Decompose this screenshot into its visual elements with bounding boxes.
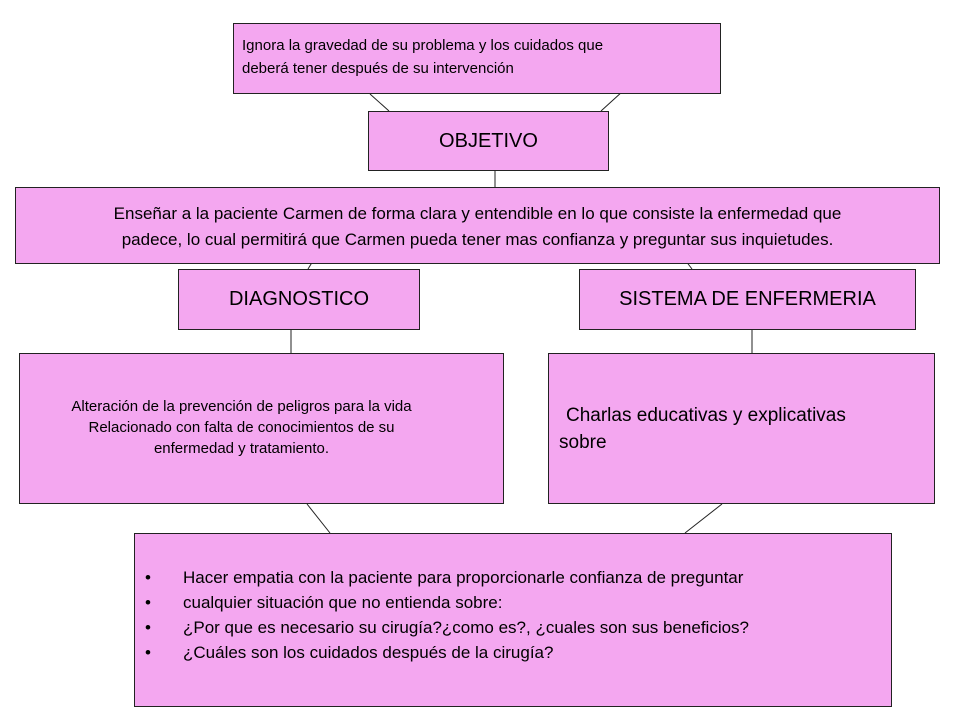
objetivo-label: OBJETIVO — [439, 129, 538, 152]
action-item — [135, 590, 891, 615]
objetivo-description-line-1: Enseñar a la paciente Carmen de forma clara y entendible en lo que consiste la enfermedad que — [113, 204, 842, 223]
diagnostico-detail-box — [19, 353, 504, 504]
problem-box — [233, 23, 721, 94]
sistema-detail-line-2: sobre — [559, 432, 607, 453]
bullet-icon: • — [145, 643, 151, 662]
diagnostico-label: DIAGNOSTICO — [228, 288, 369, 310]
connector-top-left — [370, 94, 389, 111]
connector-top-right — [601, 91, 623, 111]
sistema-detail-box — [548, 353, 935, 504]
action-item — [135, 615, 891, 640]
action-text: ¿Por que es necesario su cirugía?¿como es?, ¿cuales son sus beneficios? — [183, 618, 750, 637]
problem-line-1: Ignora la gravedad de su problema y los cuidados que — [242, 37, 604, 54]
actions-box — [134, 533, 892, 707]
problem-line-2: deberá tener después de su intervención — [242, 60, 514, 77]
diagnostico-detail-line-1: Alteración de la prevención de peligros para la vida — [71, 398, 412, 415]
diagnostico-detail-line-3: enfermedad y tratamiento. — [153, 440, 330, 457]
action-item — [135, 565, 891, 590]
action-text: Hacer empatia con la paciente para proporcionarle confianza de preguntar — [183, 568, 744, 587]
bullet-icon: • — [145, 618, 151, 637]
objetivo-box — [368, 111, 609, 171]
action-item — [135, 640, 891, 665]
diagnostico-detail-line-2: Relacionado con falta de conocimientos de su — [88, 419, 395, 436]
bullet-icon: • — [145, 593, 151, 612]
connector-sistema-actions — [685, 504, 722, 533]
sistema-enfermeria-label: SISTEMA DE ENFERMERIA — [619, 288, 876, 310]
objetivo-description-box — [15, 187, 940, 264]
objetivo-description-line-2: padece, lo cual permitirá que Carmen pueda tener mas confianza y preguntar sus inquietudes. — [121, 230, 834, 249]
diagnostico-box — [178, 269, 420, 330]
action-text: cualquier situación que no entienda sobre: — [183, 593, 503, 612]
action-text: ¿Cuáles son los cuidados después de la cirugía? — [183, 643, 554, 662]
connector-diagnostico-actions — [307, 504, 330, 533]
bullet-icon: • — [145, 568, 151, 587]
sistema-detail-line-1: Charlas educativas y explicativas — [566, 405, 846, 426]
actions-list — [135, 565, 891, 665]
sistema-enfermeria-box — [579, 269, 916, 330]
